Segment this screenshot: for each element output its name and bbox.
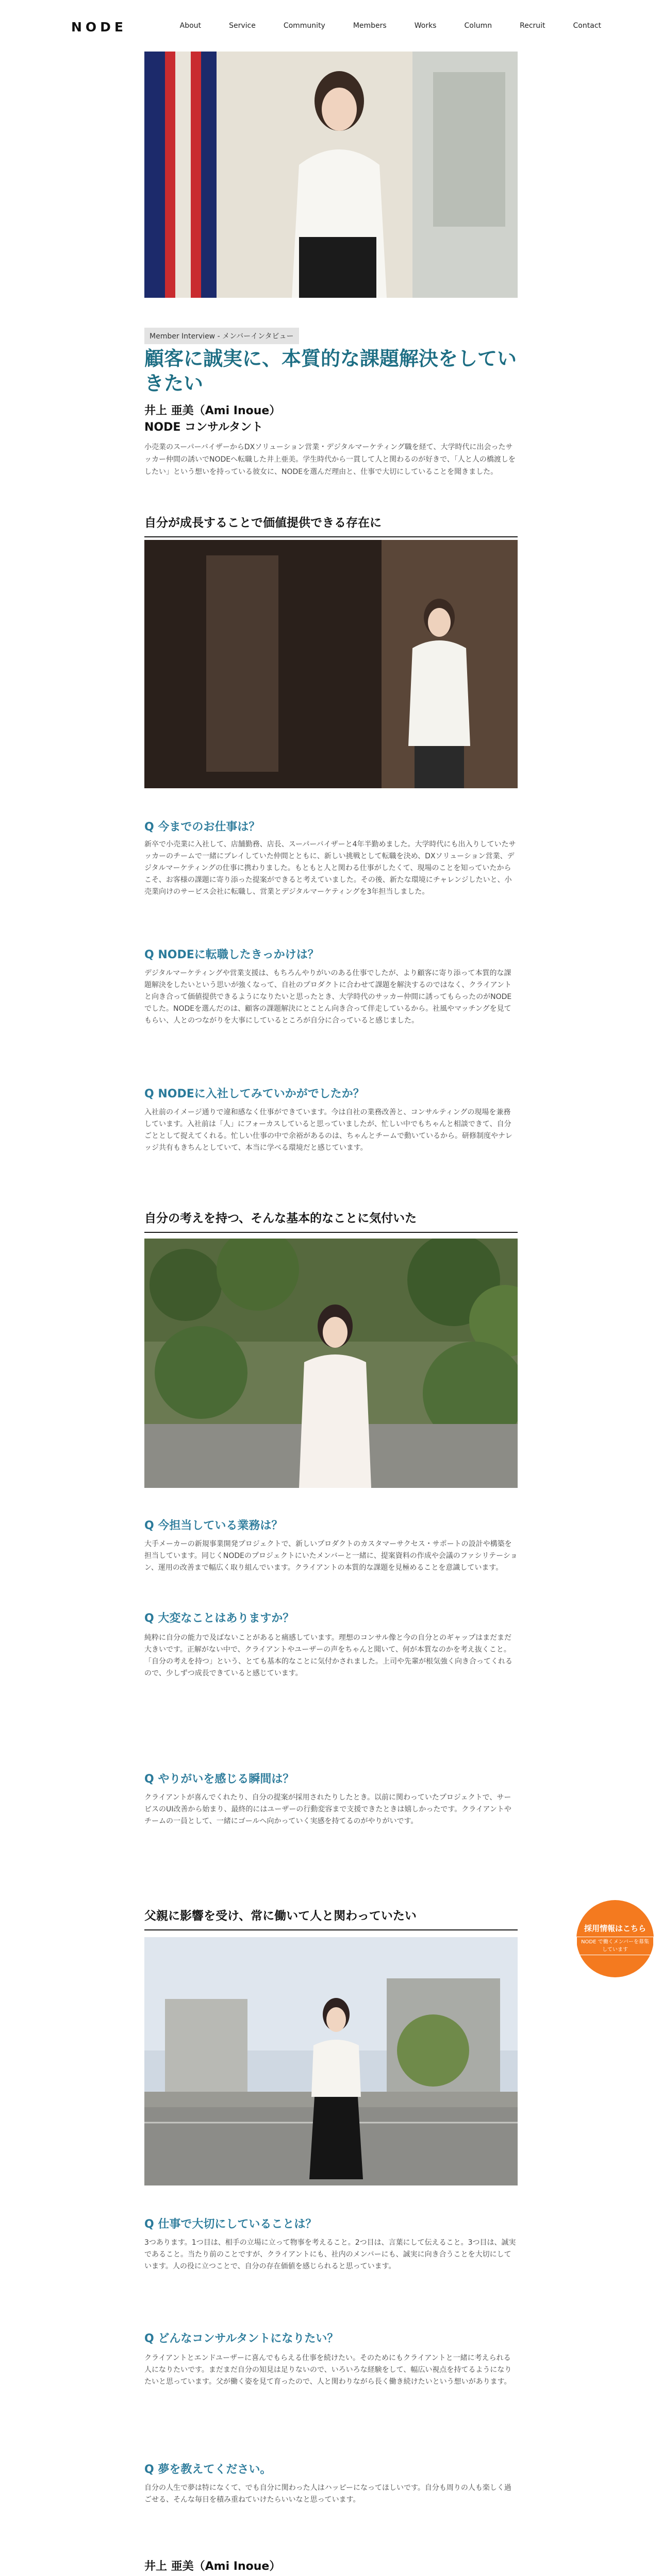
global-nav xyxy=(152,22,601,30)
question-6: Q やりがいを感じる瞬間は？ xyxy=(144,1773,294,1786)
question-3: Q NODEに入社してみていかがでしたか？ xyxy=(144,1088,365,1100)
question-5: Q 大変なことはありますか？ xyxy=(144,1612,294,1625)
answer-3: 入社前のイメージ通りで違和感なく仕事ができています。今は自社の業務改善と、コンサルティングの現場を兼務しています。入社前は「人」にフォーカスしていると思っていましたが、忙しい中でもちゃんと相談できて、自分ごととして捉えてくれる。忙しい仕事の中で余裕があるのは、ちゃんとチームで動いているから。研修制度やナレッジ共有もきちんとしていて、本当に学べる環境だと感じています。 xyxy=(144,1108,512,1152)
nav-community[interactable]: Community xyxy=(283,22,325,30)
question-8: Q どんなコンサルタントになりたい？ xyxy=(144,2332,339,2345)
answer-9: 自分の人生で夢は特になくて、でも自分に関わった人はハッピーになってほしいです。自分も周りの人も楽しく過ごせる、そんな毎日を積み重ねていけたらいいなと思っています。 xyxy=(144,2484,511,2504)
nav-column[interactable]: Column xyxy=(464,22,492,30)
question-4: Q 今担当している業務は？ xyxy=(144,1519,283,1532)
nav-members[interactable]: Members xyxy=(353,22,387,30)
article-title: 顧客に誠実に、本質的な課題解決をしていきたい xyxy=(144,347,517,395)
nav-works[interactable]: Works xyxy=(414,22,437,30)
person-role: NODE コンサルタント xyxy=(144,421,263,434)
person-name: 井上 亜美（Ami Inoue） xyxy=(144,404,281,417)
answer-7: 3つあります。1つ目は、相手の立場に立って物事を考えること。2つ目は、言葉にして伝えること。3つ目は、誠実であること。当たり前のことですが、クライアントにも、社内のメンバーにも、誠実に向き合うことを大切にしています。人の役に立つことで、自分の存在価値を感じられると思っています。 xyxy=(144,2239,516,2270)
section-heading-3: 父親に影響を受け、常に働いて人と関わっていたい xyxy=(144,1906,518,1930)
answer-6: クライアントが喜んでくれたり、自分の提案が採用されたりしたとき。以前に関わっていたプロジェクトで、サービスのUI改善から始まり、最終的にはユーザーの行動変容まで支援できたときは嬉しかったです。クライアントやチームの一員として、一緒にゴールへ向かっていく実感を持てるのがやりがいです。 xyxy=(144,1793,511,1825)
profile-name: 井上 亜美（Ami Inoue） xyxy=(144,2560,281,2573)
section-heading-1: 自分が成長することで価値提供できる存在に xyxy=(144,513,518,537)
profile-box xyxy=(144,2557,518,2576)
site-logo[interactable]: NODE xyxy=(71,20,127,35)
section-photo-2 xyxy=(144,1239,518,1488)
answer-2: デジタルマーケティングや営業支援は、もちろんやりがいのある仕事でしたが、より顧客に寄り添って本質的な課題解決をしたいという思いが強くなって、自社のプロダクトに合わせて課題を解決するのではなく、クライアントと向き合って価値提供できるようになりたいと思ったとき、大学時代のサッカー仲間に誘ってもらったのがNODEでした。NODEを選んだのは、顧客の課題解決にとことん向き合って伴走しているから。社風やマッチングを見てもらい、人とのつながりを大事にしているところが自分に合っていると感じました。 xyxy=(144,969,512,1025)
fab-subtitle: NODE で働くメンバーを募集しています xyxy=(576,1937,654,1955)
question-9: Q 夢を教えてください。 xyxy=(144,2463,272,2476)
answer-4: 大手メーカーの新規事業開発プロジェクトで、新しいプロダクトのカスタマーサクセス・サポートの設計や構築を担当しています。同じくNODEのプロジェクトにいたメンバーと一緒に、提案資料の作成や会議のファシリテーション、運用の改善まで幅広く取り組んでいます。クライアントの本質的な課題を見極めることを意識しています。 xyxy=(144,1540,518,1572)
recruit-fab-button[interactable] xyxy=(576,1900,654,1977)
site-header xyxy=(0,0,662,52)
question-2: Q NODEに転職したきっかけは？ xyxy=(144,948,319,961)
hero-photo xyxy=(144,52,518,298)
lead-text: 小売業のスーパーバイザーからDXソリューション営業・デジタルマーケティング職を経て、大学時代に出会ったサッカー仲間の誘いでNODEへ転職した井上亜美。学生時代から一貫して人と関わるのが好きで、「人と人の橋渡しをしたい」という想いを持っている彼女に、NODEを選んだ理由と、仕事で大切にしていることを聞きました。 xyxy=(144,443,516,476)
nav-about[interactable]: About xyxy=(179,22,202,30)
question-1: Q 今までのお仕事は？ xyxy=(144,821,260,834)
nav-service[interactable]: Service xyxy=(229,22,256,30)
interview-badge: Member Interview - メンバーインタビュー xyxy=(144,328,299,344)
nav-contact[interactable]: Contact xyxy=(573,22,601,30)
fab-title: 採用情報はこちら xyxy=(584,1923,646,1933)
section-photo-3 xyxy=(144,1937,518,2185)
answer-5: 純粋に自分の能力で及ばないことがあると痛感しています。理想のコンサル像と今の自分とのギャップはまだまだ大きいです。正解がない中で、クライアントやユーザーの声をちゃんと聞いて、何が本質なのかを考え抜くこと。「自分の考えを持つ」という、とても基本的なことに気付かされました。上司や先輩が根気強く向き合ってくれるので、少しずつ成長できていると感じています。 xyxy=(144,1634,512,1677)
section-heading-2: 自分の考えを持つ、そんな基本的なことに気付いた xyxy=(144,1209,518,1233)
answer-1: 新卒で小売業に入社して、店舗勤務、店長、スーパーバイザーと4年半勤めました。大学時代にも出入りしていたサッカーのチームで一緒にプレイしていた仲間とともに、新しい挑戦として転職を決め、DXソリューション営業、デジタルマーケティングの仕事に携わりました。もともと人と関わる仕事がしたくて、現場のことを知っていたからこそ、お客様の課題に寄り添った提案ができると考えていました。その後、新たな環境にチャレンジしたいと、小売業向けのサービス会社に転職し、営業とデジタルマーケティングを3年担当しました。 xyxy=(144,840,516,896)
question-7: Q 仕事で大切にしていることは？ xyxy=(144,2218,317,2231)
answer-8: クライアントとエンドユーザーに喜んでもらえる仕事を続けたい。そのためにもクライアントと一緒に考えられる人になりたいです。まだまだ自分の知見は足りないので、いろいろな経験をして、幅広い視点を持てるようになりたいと思っています。父が働く姿を見て育ったので、人と関わりながら長く働き続けたいという想いがあります。 xyxy=(144,2354,512,2386)
section-photo-1 xyxy=(144,540,518,788)
nav-recruit[interactable]: Recruit xyxy=(520,22,545,30)
